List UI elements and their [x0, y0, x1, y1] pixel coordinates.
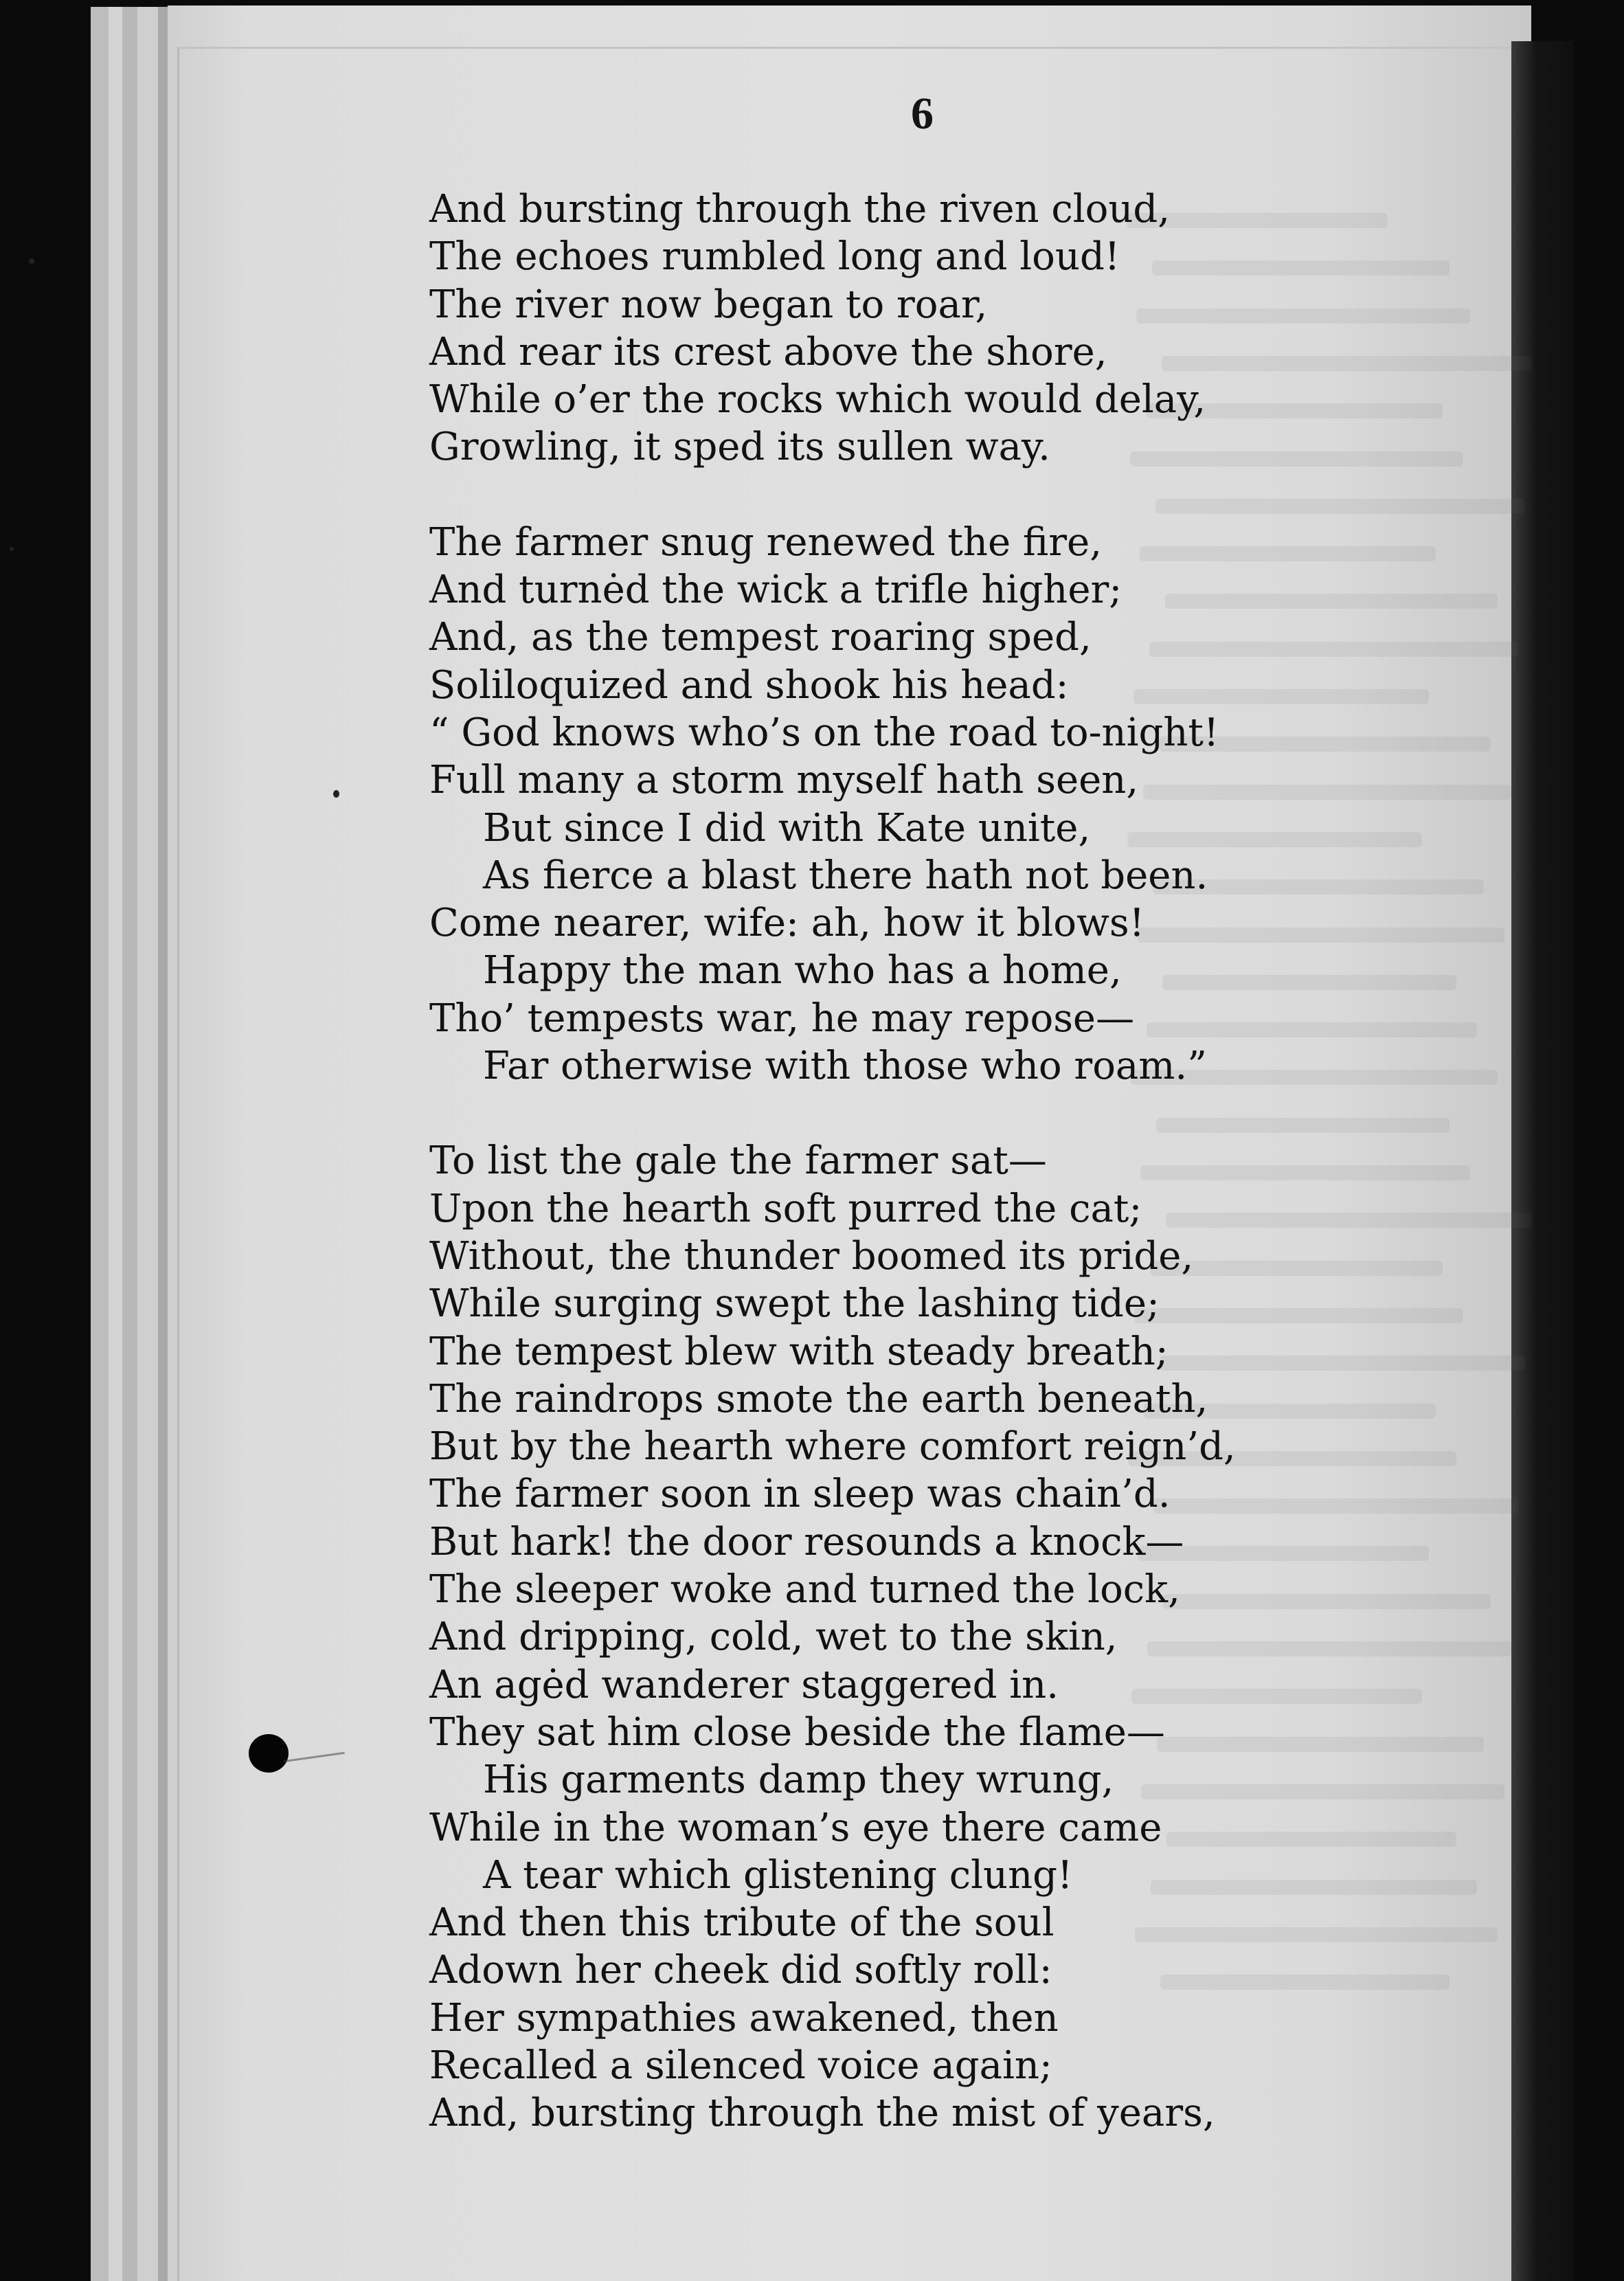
- page-stack-edge: [158, 7, 168, 2281]
- poem-line: Full many a storm myself hath seen,: [429, 758, 1139, 803]
- stanza: [429, 519, 1501, 1090]
- poem-line: But hark! the door resounds a knock—: [429, 1519, 1184, 1564]
- dust-speck: [333, 790, 339, 798]
- poem-line: While o’er the rocks which would delay,: [429, 377, 1206, 423]
- page-stack-edge: [137, 7, 158, 2281]
- poem-line: Upon the hearth soft purred the cat;: [429, 1186, 1142, 1231]
- poem-line: And turnėd the wick a trifle higher;: [429, 568, 1123, 613]
- dust-speck: [10, 547, 14, 551]
- dust-speck: [29, 258, 34, 264]
- poem-line: And rear its crest above the shore,: [429, 329, 1107, 374]
- poem-line: “ God knows who’s on the road to-night!: [429, 710, 1219, 755]
- poem-line: And, as the tempest roaring sped,: [429, 615, 1092, 660]
- poem-line: Far otherwise with those who roam.”: [483, 1044, 1207, 1089]
- poem-line: The farmer snug renewed the fire,: [429, 519, 1102, 565]
- poem-line: Tho’ tempests war, he may repose—: [429, 996, 1135, 1041]
- poem-line: To list the gale the farmer sat—: [429, 1138, 1047, 1184]
- poem-line: While surging swept the lashing tide;: [429, 1281, 1160, 1327]
- page-stack-edge: [122, 7, 137, 2281]
- page-stack-edge: [91, 7, 109, 2281]
- stanza: [429, 186, 1501, 471]
- poem-line: And bursting through the riven cloud,: [429, 187, 1171, 232]
- poem-line: While in the woman’s eye there came: [429, 1805, 1162, 1850]
- poem-line: And then this tribute of the soul: [429, 1900, 1055, 1946]
- poem-line: Her sympathies awakened, then: [429, 1995, 1059, 2041]
- poem-line: Without, the thunder boomed its pride,: [429, 1233, 1194, 1279]
- ink-blot: [249, 1734, 289, 1773]
- poem-line: The echoes rumbled long and loud!: [429, 234, 1120, 280]
- book-spine-edge: [1573, 41, 1624, 2281]
- poem-line: A tear which glistening clung!: [483, 1852, 1073, 1898]
- poem-line: But by the hearth where comfort reign’d,: [429, 1424, 1236, 1470]
- poem-line: The farmer soon in sleep was chain’d.: [429, 1472, 1171, 1517]
- stanza: [429, 1137, 1501, 2137]
- poem-line: And, bursting through the mist of years,: [429, 2091, 1215, 2136]
- poem-line: Soliloquized and shook his head:: [429, 662, 1069, 708]
- poem-line: His garments damp they wrung,: [483, 1757, 1114, 1803]
- page-stack-edge: [109, 7, 122, 2281]
- poem-line: But since I did with Kate unite,: [483, 805, 1091, 851]
- page-number: 6: [911, 89, 934, 139]
- poem-line: Come nearer, wife: ah, how it blows!: [429, 901, 1145, 946]
- poem-line: And dripping, cold, wet to the skin,: [429, 1615, 1118, 1660]
- poem-line: The raindrops smote the earth beneath,: [429, 1376, 1208, 1422]
- poem-line: The sleeper woke and turned the lock,: [429, 1567, 1180, 1613]
- poem-line: Adown her cheek did softly roll:: [429, 1948, 1052, 1993]
- poem-line: Recalled a silenced voice again;: [429, 2043, 1052, 2088]
- poem-line: Happy the man who has a home,: [483, 948, 1122, 993]
- poem-body: [429, 186, 1501, 2137]
- poem-line: As fierce a blast there hath not been.: [483, 853, 1208, 898]
- poem-line: Growling, it sped its sullen way.: [429, 425, 1050, 470]
- poem-line: They sat him close beside the flame—: [429, 1709, 1165, 1755]
- poem-line: The tempest blew with steady breath;: [429, 1329, 1169, 1374]
- poem-line: An agėd wanderer staggered in.: [429, 1662, 1059, 1707]
- poem-line: The river now began to roar,: [429, 282, 988, 327]
